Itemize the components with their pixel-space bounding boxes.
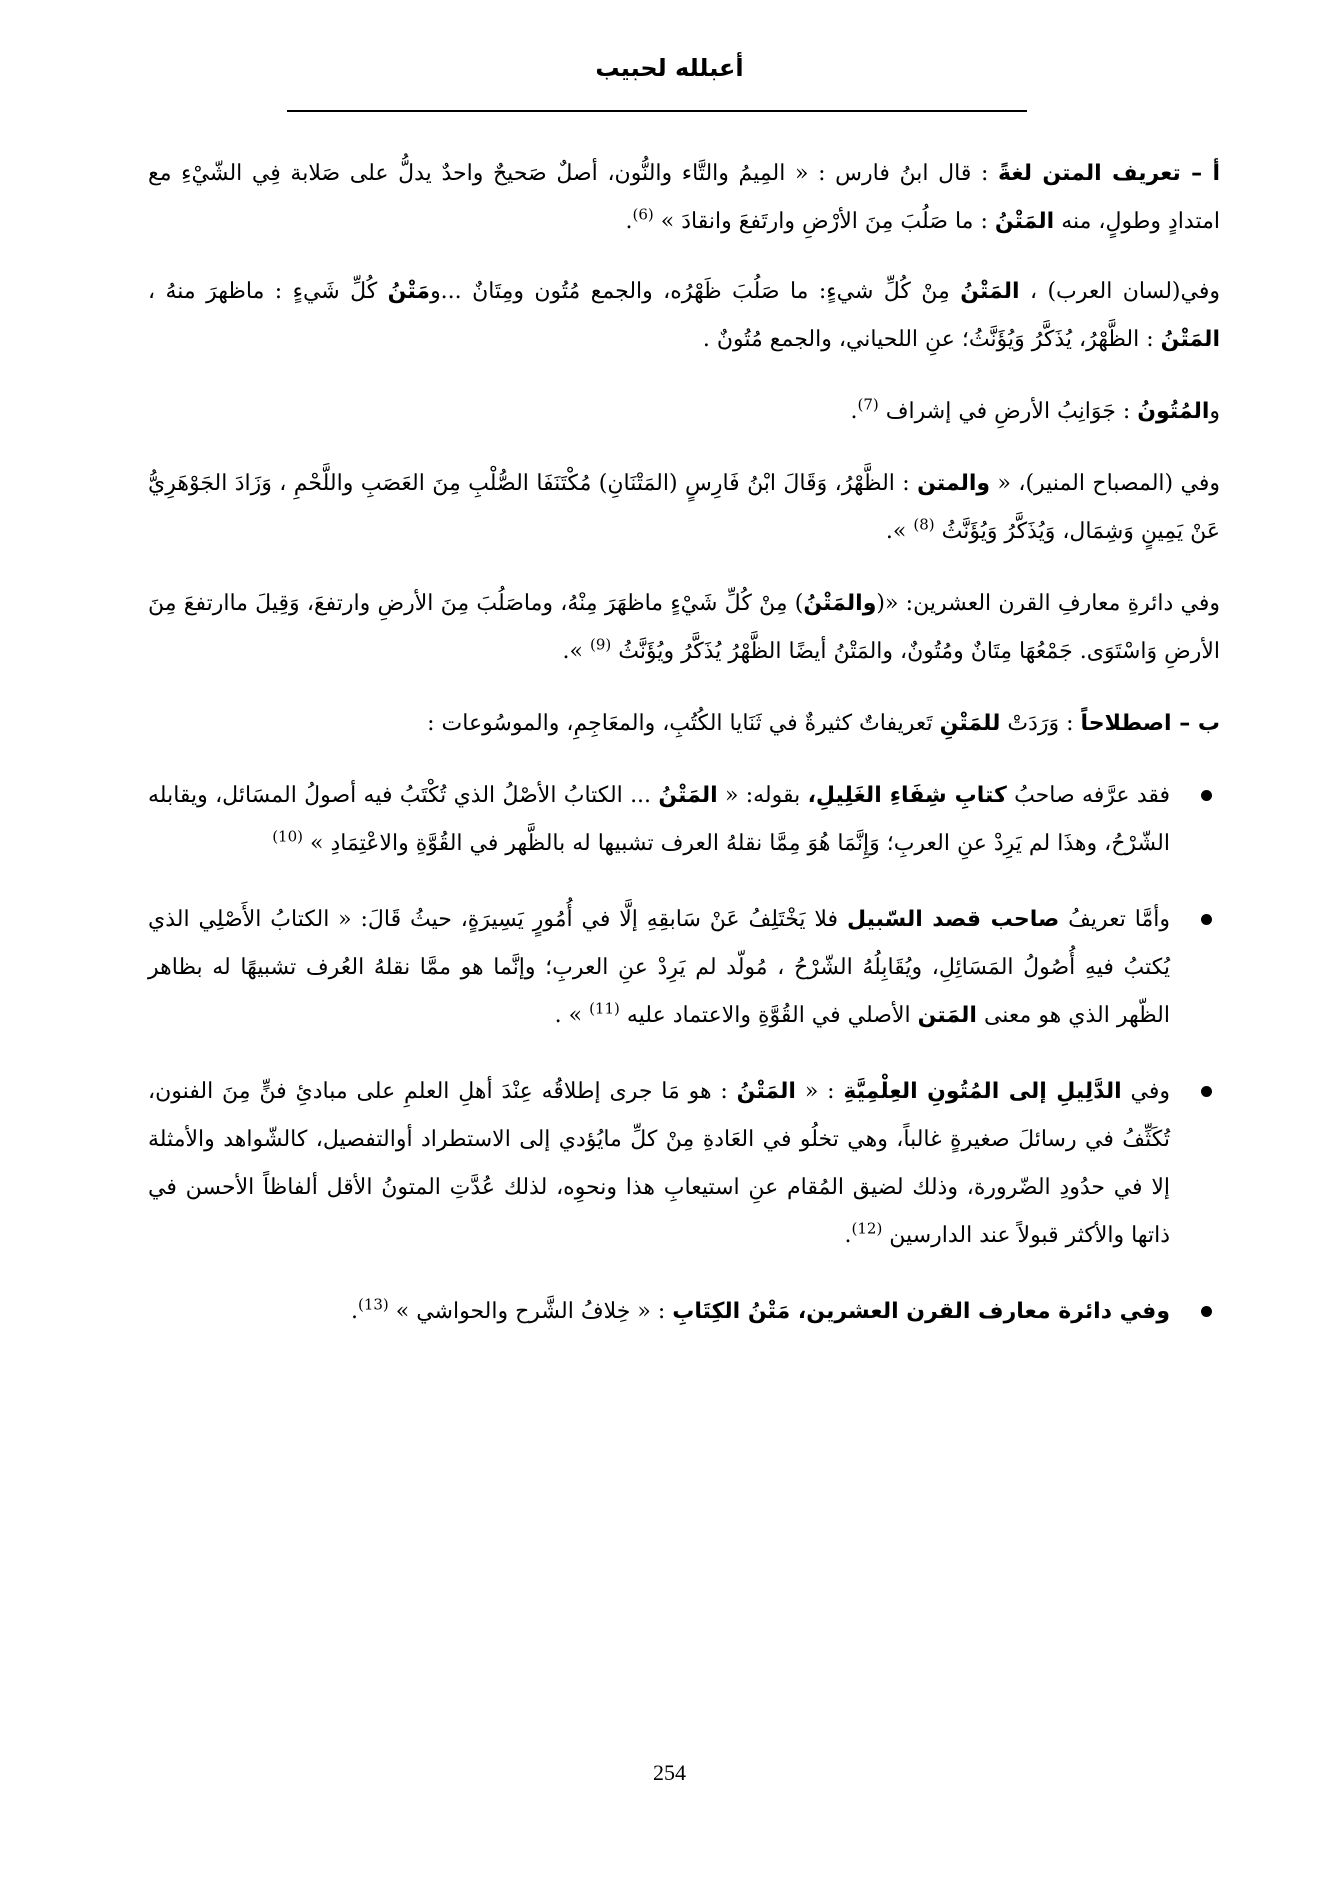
footnote-ref: (6) (632, 205, 654, 224)
bold-term: وفي دائرة معارف القرن العشرين، مَتْنُ الكِتَابِ (672, 1299, 1170, 1324)
header-rule (287, 110, 1027, 112)
paragraph-text: : قال ابنُ فارس : « المِيمُ والتَّاء والنُّون، أصلٌ صَحيحٌ واحدٌ يدلُّ على صَلابة فِي الشّيْءِ مع امتدادٍ وطولٍ، منه (148, 161, 1220, 234)
list-item (148, 1068, 1220, 1260)
item-text: ... الكتابُ الأصْلُ الذي تُكْتَبُ فيه أصولُ المسَائل، ويقابله الشّرْحُ، وهذَا لم يَرِدْ عنِ العربِ؛ وَإِنَّمَا هُوَ مِمَّا نقلهُ العرف تشبيها له بالظَّهر في القُوَّةِ والاعْتِمَادِ » (148, 783, 1170, 856)
bold-term: للمَتْنِ (939, 711, 1001, 736)
bullet-icon (1201, 790, 1212, 801)
list-item (148, 772, 1220, 868)
footnote-ref: (8) (913, 515, 935, 534)
bold-term: مَتْنُ (387, 279, 431, 304)
item-text: وأمَّا تعريفُ (1059, 907, 1171, 932)
footnote-ref: (10) (272, 827, 303, 846)
footnote-ref: (13) (357, 1295, 389, 1314)
paragraph-text: : وَرَدَتْ (1000, 711, 1081, 736)
paragraph-lexical-definition (148, 150, 1220, 246)
item-text: . (844, 1223, 852, 1248)
bullet-icon (1201, 1306, 1212, 1317)
item-text: فقد عرَّفه صاحبُ (1006, 783, 1171, 808)
paragraph-text: وفي(لسان العرب) ، (1019, 279, 1220, 304)
paragraph-text: و (1209, 399, 1220, 424)
bold-term: المُتُونُ (1137, 399, 1210, 424)
paragraph-text: : ما صَلُبَ مِنَ الأرْضِ وارتَفعَ وانقادَ » (653, 209, 995, 234)
paragraph-text: ». (562, 639, 590, 664)
item-text: بقوله: « (717, 783, 808, 808)
paragraph-encyclopedia (148, 580, 1220, 676)
item-text: : « خِلافُ الشَّرح والحواشي » (388, 1299, 673, 1324)
section-heading-a: أ – تعريف المتن لغةً (998, 161, 1220, 186)
item-text: فلا يَخْتَلِفُ عَنْ سَابقِهِ إلَّا في أُمُورٍ يَسِيرَةٍ، حيثُ قَالَ: « الكتابُ الأَصْلِي الذي يُكتبُ فيهِ أُصُولُ المَسَائِلِ، ويُقَابِلُهُ الشّرْحُ ، مُولّد لم يَرِدْ عنِ العربِ؛ وإنَّما هو ممَّا نقلهُ العُرف تشبيهًا له بظاهر الظّهر الذي هو معنى (148, 907, 1170, 1028)
bold-term: المَتْنُ (994, 209, 1055, 234)
body-text (148, 150, 1220, 1364)
bold-term: المَتْنُ (960, 279, 1020, 304)
footnote-ref: (7) (857, 395, 879, 414)
paragraph-text: : الظَّهْرُ، وَقَالَ ابْنُ فَارِسٍ (المَتْنَانِ) مُكْتَنَفَا الصُّلْبِ مِنَ العَصَبِ واللَّحْمِ ، وَزَادَ الجَوْهَرِيُّ عَنْ يَمِينٍ وَشِمَال، وَيُذَكَّرُ وَيُؤَنَّثُ (148, 471, 1220, 544)
paragraph-lisan-al-arab (148, 268, 1220, 364)
page-number: 254 (653, 1760, 686, 1785)
bold-term: والمَتْنُ (803, 591, 877, 616)
paragraph-text: ) مِنْ كُلِّ شَيْءٍ ماظهَرَ مِنْهُ، وماصَلُبَ مِنَ الأرضِ وارتفعَ، وَقِيلَ ماارتفعَ مِنَ الأرضِ وَاسْتَوَى. جَمْعُهَا مِتَانٌ ومُتُونٌ، والمَتْنُ أيضًا الظَّهْرُ يُذَكَّرُ ويُؤَنَّثُ (148, 591, 1220, 664)
running-header: أعبلله لحبيب (595, 54, 744, 82)
bold-term: المَتْنُ (736, 1079, 796, 1104)
bullet-icon (1201, 1086, 1212, 1097)
paragraph-technical-definition (148, 700, 1220, 748)
bold-term: كتابِ شِفَاءِ الغَلِيلِ، (807, 783, 1007, 808)
bold-term: المَتن (917, 1003, 977, 1028)
bold-term: الدَّلِيلِ إلى المُتُونِ العِلْمِيَّةِ (843, 1079, 1122, 1104)
paragraph-text: كُلِّ شَيءٍ : ماظهرَ منهُ ، (148, 279, 388, 304)
item-text: . (350, 1299, 358, 1324)
item-text: : « (795, 1079, 844, 1104)
bold-term: المَتْنُ (1160, 327, 1220, 352)
paragraph-text: وفي (المصباح المنير)، « (990, 471, 1220, 496)
item-text: الأصلي في القُوَّةِ والاعتماد عليه (619, 1003, 918, 1028)
footnote-ref: (9) (589, 635, 612, 654)
bullet-icon (1201, 914, 1212, 925)
item-text: وفي (1121, 1079, 1170, 1104)
footnote-ref: (11) (589, 999, 620, 1018)
paragraph-text: : الظَّهْرُ، يُذَكَّرُ وَيُؤَنَّثُ؛ عنِ اللحياني، والجمع مُتُونٌ . (702, 327, 1161, 352)
bold-term: صاحب قصد السّبيل (846, 907, 1060, 932)
paragraph-text: ». (885, 519, 914, 544)
bold-term: المَتْنُ (658, 783, 718, 808)
paragraph-text: تَعريفاتٌ كثيرةٌ في ثَنَايا الكُتُبِ، والمعَاجِمِ، والموسُوعات : (427, 711, 940, 736)
footnote-ref: (12) (851, 1219, 883, 1238)
paragraph-text: . (850, 399, 858, 424)
item-text: » . (554, 1003, 590, 1028)
paragraph-mutun (148, 388, 1220, 436)
section-heading-b: ب – اصطلاحاً (1080, 711, 1220, 736)
paragraph-misbah-munir (148, 460, 1220, 556)
list-item (148, 896, 1220, 1040)
item-text: : هو مَا جرى إطلاقُه عِنْدَ أهلِ العلمِ على مبادئِ فنٍّ مِنَ الفنون، تُكَثِّفُ في رسائلَ صغيرةٍ غالباً، وهي تخلُو في العَادةِ مِنْ كلِّ مايُؤدي إلى الاستطراد أوالتفصيل، كالشّواهد والأمثلة إلا في حدُودِ الضّرورة، وذلك لضيق المُقام عنِ استيعابِ هذا ونحوِه، لذلك عُدَّتِ المتونُ الأقل ألفاظاً الأحسن في ذاتها والأكثر قبولاً عند الدارسين (148, 1079, 1170, 1248)
paragraph-text: مِنْ كُلِّ شيءٍ: ما صَلُبَ ظَهْرُه، والجمع مُتُون ومِتَانٌ ...و (430, 279, 961, 304)
paragraph-text: : جَوَانِبُ الأرضِ في إشراف (878, 399, 1138, 424)
paragraph-text: وفي دائرةِ معارفِ القرن العشرين: «( (876, 591, 1220, 616)
definitions-list (148, 772, 1220, 1336)
paragraph-text: . (625, 209, 633, 234)
list-item (148, 1288, 1220, 1336)
bold-term: والمتن (917, 471, 991, 496)
